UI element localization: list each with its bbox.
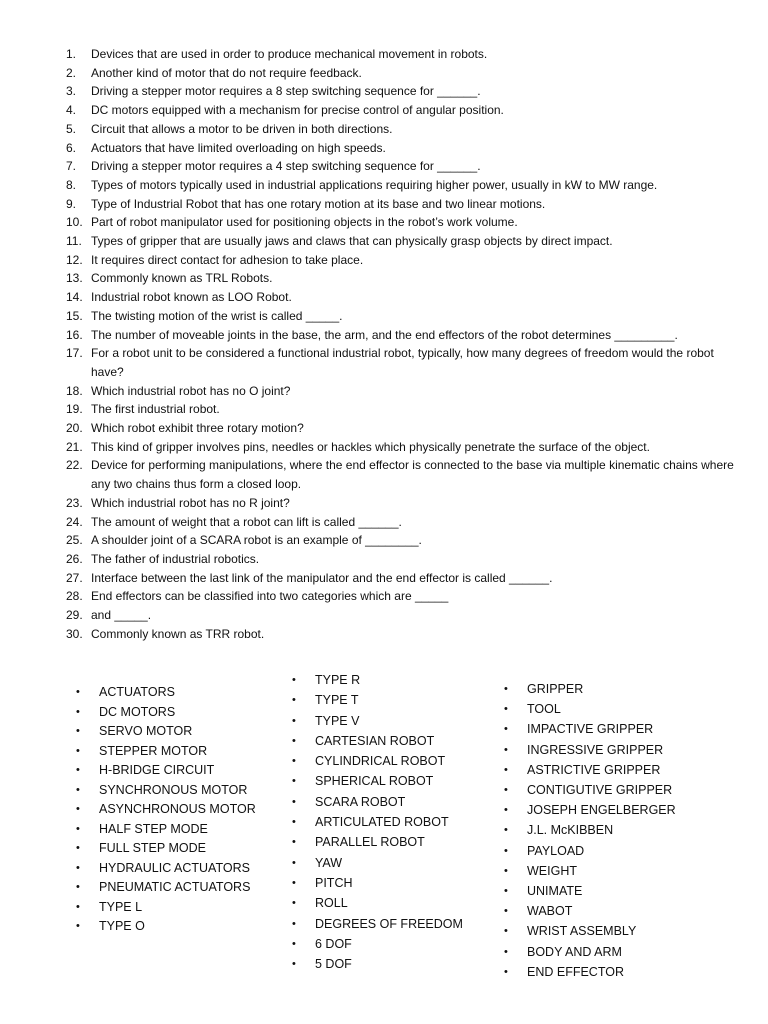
word-bank-item (76, 722, 256, 742)
word-bank-term: TYPE R (315, 673, 361, 687)
word-bank-term: 6 DOF (315, 936, 352, 951)
word-bank-item (504, 942, 676, 962)
word-bank-term: PNEUMATIC ACTUATORS (99, 880, 251, 894)
question-item (0, 550, 768, 569)
question-item (0, 101, 768, 120)
bullet-icon: • (504, 763, 508, 776)
word-bank-column-1 (76, 683, 256, 937)
word-bank-column-2 (292, 670, 463, 974)
bullet-icon: • (292, 775, 296, 788)
question-text: Commonly known as TRL Robots. (91, 271, 273, 286)
question-number: 6. (66, 140, 77, 155)
question-text: Actuators that have limited overloading on high speeds. (91, 140, 386, 155)
question-item (0, 64, 768, 83)
question-text: Driving a stepper motor requires a 4 step switching sequence for ______. (91, 159, 481, 174)
question-number: 7. (66, 159, 77, 174)
word-bank-term: J.L. McKIBBEN (527, 823, 614, 838)
word-bank-term: GRIPPER (527, 682, 584, 696)
bullet-icon: • (76, 803, 80, 815)
word-bank-item (292, 670, 463, 690)
question-number: 21. (66, 439, 83, 454)
word-bank-term: ROLL (315, 896, 348, 911)
word-bank-term: STEPPER MOTOR (99, 743, 208, 758)
question-number: 1. (66, 47, 77, 61)
question-text: For a robot unit to be considered a functional industrial robot, typically, how many degrees of freedom would the robot have? (91, 346, 714, 379)
word-bank-item (292, 731, 463, 751)
word-bank-item (292, 934, 463, 954)
word-bank-term: ACTUATORS (99, 685, 175, 699)
bullet-icon: • (292, 876, 296, 889)
question-item (0, 326, 768, 345)
bullet-icon: • (292, 674, 296, 686)
question-item (0, 494, 768, 513)
question-number: 14. (66, 290, 83, 305)
word-bank-item (76, 742, 256, 762)
word-bank-item (76, 761, 256, 781)
question-item (0, 438, 768, 457)
word-bank-term: TYPE L (99, 899, 143, 914)
word-bank-item (504, 760, 676, 780)
bullet-icon: • (292, 937, 296, 950)
bullet-icon: • (504, 965, 508, 978)
bullet-icon: • (292, 897, 296, 910)
word-bank-term: FULL STEP MODE (99, 841, 206, 855)
question-text: Driving a stepper motor requires a 8 step switching sequence for ______. (91, 84, 481, 99)
bullet-icon: • (292, 714, 296, 727)
bullet-icon: • (76, 744, 80, 757)
question-text: and _____. (91, 608, 152, 623)
word-bank-term: TOOL (527, 702, 561, 717)
question-number: 13. (66, 271, 83, 286)
word-bank-term: IMPACTIVE GRIPPER (527, 722, 654, 737)
question-text: Which industrial robot has no O joint? (91, 383, 291, 398)
question-number: 22. (66, 458, 83, 473)
word-bank-term: ASTRICTIVE GRIPPER (527, 762, 661, 777)
question-number: 9. (66, 196, 77, 211)
question-text: Devices that are used in order to produce mechanical movement in robots. (91, 47, 488, 61)
question-text: Circuit that allows a motor to be driven in both directions. (91, 121, 393, 136)
bullet-icon: • (504, 824, 508, 837)
question-item (0, 382, 768, 401)
word-bank-term: 5 DOF (315, 957, 352, 972)
question-item (0, 587, 768, 606)
word-bank-term: ASYNCHRONOUS MOTOR (99, 802, 256, 816)
question-number: 5. (66, 121, 77, 136)
question-text: Industrial robot known as LOO Robot. (91, 290, 292, 305)
word-bank-item (292, 771, 463, 791)
question-item (0, 288, 768, 307)
word-bank-term: HALF STEP MODE (99, 821, 208, 836)
question-item (0, 157, 768, 176)
question-item (0, 176, 768, 195)
word-bank-term: TYPE V (315, 713, 360, 728)
question-number: 17. (66, 346, 83, 361)
word-bank-term: SYNCHRONOUS MOTOR (99, 782, 248, 797)
question-text: Device for performing manipulations, where the end effector is connected to the base via multiple kinematic chains where any two chains thus form a closed loop. (91, 458, 734, 492)
word-bank-item (76, 683, 256, 703)
bullet-icon: • (76, 725, 80, 737)
bullet-icon: • (76, 822, 80, 835)
bullet-icon: • (76, 705, 80, 718)
word-bank-item (504, 679, 676, 699)
question-text: Interface between the last link of the manipulator and the end effector is called ______. (91, 570, 553, 585)
word-bank-item (504, 780, 676, 800)
word-bank-item (504, 699, 676, 719)
word-bank-item (292, 792, 463, 812)
word-bank-term: SCARA ROBOT (315, 794, 406, 809)
bullet-icon: • (292, 795, 296, 808)
word-bank-term: WRIST ASSEMBLY (527, 924, 637, 939)
word-bank-item (76, 859, 256, 879)
question-item (0, 120, 768, 139)
word-bank-term: H-BRIDGE CIRCUIT (99, 763, 215, 777)
word-bank-item (292, 812, 463, 832)
word-bank-item (76, 781, 256, 801)
word-bank-column-3 (504, 679, 676, 982)
question-item (0, 625, 768, 644)
word-bank-item (292, 914, 463, 934)
question-number: 11. (66, 234, 82, 249)
word-bank-item (292, 711, 463, 731)
word-bank-item (504, 881, 676, 901)
bullet-icon: • (76, 920, 80, 932)
question-text: The number of moveable joints in the base, the arm, and the end effectors of the robot determines _________. (91, 327, 678, 342)
bullet-icon: • (292, 856, 296, 869)
bullet-icon: • (76, 842, 80, 854)
bullet-icon: • (504, 905, 508, 918)
word-bank-item (292, 893, 463, 913)
word-bank-item (76, 703, 256, 723)
word-bank-item (504, 901, 676, 921)
question-number: 27. (66, 570, 83, 585)
bullet-icon: • (292, 694, 296, 707)
word-bank-term: UNIMATE (527, 884, 583, 899)
question-list (0, 45, 768, 644)
bullet-icon: • (76, 861, 80, 874)
word-bank-item (292, 873, 463, 893)
question-item (0, 513, 768, 532)
question-text: The father of industrial robotics. (91, 551, 260, 566)
word-bank-item (76, 800, 256, 820)
question-number: 20. (66, 421, 83, 436)
word-bank-term: CYLINDRICAL ROBOT (315, 754, 446, 769)
question-number: 4. (66, 103, 77, 118)
word-bank-term: DEGREES OF FREEDOM (315, 916, 463, 931)
word-bank-term: YAW (315, 855, 343, 870)
question-item (0, 82, 768, 101)
word-bank-item (292, 954, 463, 974)
word-bank-item (504, 740, 676, 760)
word-bank-item (504, 719, 676, 739)
question-number: 12. (66, 252, 83, 267)
bullet-icon: • (292, 836, 296, 849)
question-text: Type of Industrial Robot that has one rotary motion at its base and two linear motions. (91, 196, 546, 211)
word-bank-term: INGRESSIVE GRIPPER (527, 742, 664, 757)
word-bank-item (76, 898, 256, 918)
word-bank-term: JOSEPH ENGELBERGER (527, 803, 676, 818)
bullet-icon: • (292, 816, 296, 829)
question-number: 3. (66, 84, 77, 99)
question-number: 2. (66, 65, 77, 80)
word-bank-term: DC MOTORS (99, 704, 176, 719)
question-number: 16. (66, 327, 83, 342)
bullet-icon: • (76, 783, 80, 796)
question-item (0, 344, 768, 381)
word-bank-term: TYPE T (315, 693, 359, 708)
question-item (0, 606, 768, 625)
question-text: The amount of weight that a robot can lift is called ______. (91, 514, 402, 529)
bullet-icon: • (504, 804, 508, 817)
question-number: 18. (66, 383, 83, 398)
bullet-icon: • (76, 900, 80, 913)
question-item (0, 213, 768, 232)
bullet-icon: • (76, 881, 80, 893)
word-bank-item (76, 878, 256, 898)
word-bank-term: END EFFECTOR (527, 964, 624, 979)
word-bank-term: BODY AND ARM (527, 944, 622, 959)
question-item (0, 195, 768, 214)
bullet-icon: • (292, 734, 296, 747)
word-bank-term: SERVO MOTOR (99, 724, 193, 738)
question-item (0, 307, 768, 326)
bullet-icon: • (76, 686, 80, 698)
question-text: Which robot exhibit three rotary motion? (91, 421, 304, 436)
question-text: Types of motors typically used in industrial applications requiring higher power, usually in kW to MW range. (91, 177, 658, 192)
question-text: Another kind of motor that do not require feedback. (91, 65, 362, 80)
bullet-icon: • (504, 925, 508, 938)
word-bank-item (292, 832, 463, 852)
bullet-icon: • (504, 864, 508, 877)
question-number: 23. (66, 495, 83, 510)
question-number: 24. (66, 514, 83, 529)
question-item (0, 531, 768, 550)
question-text: End effectors can be classified into two categories which are _____ (91, 589, 449, 604)
question-number: 30. (66, 626, 83, 641)
question-number: 15. (66, 308, 83, 323)
word-bank-term: PAYLOAD (527, 843, 585, 858)
question-item (0, 251, 768, 270)
question-item (0, 419, 768, 438)
word-bank-term: TYPE O (99, 919, 145, 933)
word-bank-item (504, 861, 676, 881)
question-number: 28. (66, 589, 83, 604)
question-text: The first industrial robot. (91, 402, 220, 417)
word-bank-item (504, 921, 676, 941)
bullet-icon: • (504, 743, 508, 756)
word-bank-item (76, 839, 256, 859)
question-number: 26. (66, 551, 83, 566)
question-number: 19. (66, 402, 83, 417)
bullet-icon: • (504, 885, 508, 898)
question-number: 10. (66, 215, 83, 230)
word-bank-term: SPHERICAL ROBOT (315, 774, 434, 789)
word-bank-term: WEIGHT (527, 863, 577, 878)
word-bank-item (292, 751, 463, 771)
word-bank-term: CARTESIAN ROBOT (315, 733, 435, 748)
word-bank-term: PITCH (315, 875, 353, 890)
question-text: It requires direct contact for adhesion to take place. (91, 252, 364, 267)
question-text: Part of robot manipulator used for positioning objects in the robot’s work volume. (91, 215, 518, 230)
word-bank-item (76, 820, 256, 840)
question-number: 25. (66, 533, 83, 548)
question-item (0, 45, 768, 64)
bullet-icon: • (76, 764, 80, 776)
bullet-icon: • (504, 784, 508, 797)
word-bank-item (292, 853, 463, 873)
word-bank-item (504, 800, 676, 820)
question-item (0, 232, 768, 251)
question-text: Commonly known as TRR robot. (91, 626, 265, 641)
question-item (0, 569, 768, 588)
bullet-icon: • (292, 755, 296, 768)
bullet-icon: • (504, 703, 508, 716)
question-text: A shoulder joint of a SCARA robot is an example of ________. (91, 533, 422, 548)
word-bank-item (504, 820, 676, 840)
word-bank-term: PARALLEL ROBOT (315, 835, 425, 850)
question-text: The twisting motion of the wrist is called _____. (91, 308, 343, 323)
question-number: 29. (66, 608, 83, 623)
question-number: 8. (66, 177, 77, 192)
word-bank-term: WABOT (527, 904, 573, 919)
question-item (0, 139, 768, 158)
bullet-icon: • (504, 683, 508, 695)
question-text: Which industrial robot has no R joint? (91, 495, 290, 510)
word-bank-item (76, 917, 256, 937)
bullet-icon: • (504, 844, 508, 857)
bullet-icon: • (292, 917, 296, 930)
word-bank-item (504, 962, 676, 982)
word-bank-term: HYDRAULIC ACTUATORS (99, 860, 250, 875)
question-text: DC motors equipped with a mechanism for precise control of angular position. (91, 103, 504, 118)
bullet-icon: • (504, 945, 508, 958)
question-item (0, 400, 768, 419)
question-item (0, 456, 768, 493)
word-bank-item (504, 841, 676, 861)
word-bank-term: CONTIGUTIVE GRIPPER (527, 783, 673, 798)
word-bank-term: ARTICULATED ROBOT (315, 815, 449, 830)
bullet-icon: • (292, 958, 296, 971)
word-bank-item (292, 690, 463, 710)
question-item (0, 269, 768, 288)
bullet-icon: • (504, 723, 508, 736)
question-text: Types of gripper that are usually jaws and claws that can physically grasp objects by direct impact. (91, 234, 613, 249)
question-text: This kind of gripper involves pins, needles or hackles which physically penetrate the surface of the object. (91, 439, 650, 454)
